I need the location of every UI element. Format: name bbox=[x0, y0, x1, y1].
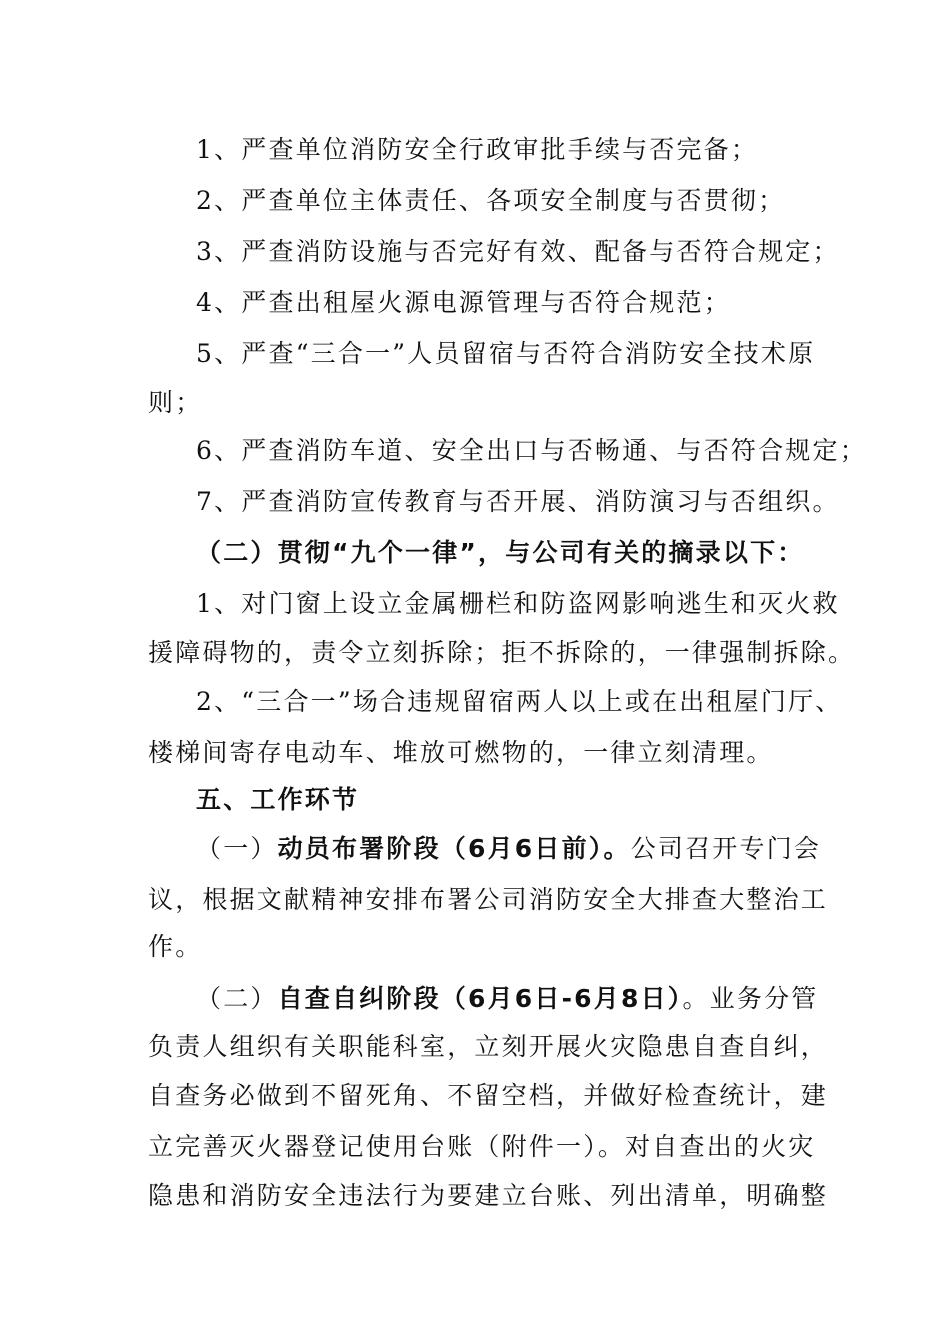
stage-2-text: 。业务分管 bbox=[682, 984, 819, 1013]
item-1: 1、严查单位消防安全行政审批手续与否完备； bbox=[196, 135, 759, 164]
stage-2-cont-1: 负责人组织有关职能科室，立刻开展火灾隐患自查自纠， bbox=[148, 1032, 829, 1061]
stage-1-number: （一） bbox=[196, 834, 278, 863]
item-6: 6、严查消防车道、安全出口与否畅通、与否符合规定； bbox=[196, 436, 867, 465]
section-heading-nine: （二）贯彻“九个一律”，与公司有关的摘录以下： bbox=[196, 538, 805, 567]
stage-1-text: 公司召开专门会 bbox=[630, 834, 822, 863]
item-5: 5、严查“三合一”人员留宿与否符合消防安全技术原 bbox=[196, 339, 816, 368]
stage-2-title: 自查自纠阶段（6月6日-6月8日） bbox=[277, 984, 683, 1013]
item-4: 4、严查出租屋火源电源管理与否符合规范； bbox=[196, 288, 731, 317]
stage-2-cont-3: 立完善灭火器登记使用台账（附件一）。对自查出的火灾 bbox=[148, 1132, 816, 1161]
rule-1-cont: 援障碍物的，责令立刻拆除；拒不拆除的，一律强制拆除。 bbox=[148, 638, 856, 667]
stage-1-title: 动员布署阶段（6月6日前）。 bbox=[277, 834, 631, 863]
stage-1-cont: 议，根据文献精神安排布署公司消防安全大排查大整治工 bbox=[148, 885, 829, 914]
item-3: 3、严查消防设施与否完好有效、配备与否符合规定； bbox=[196, 237, 840, 266]
stage-2 bbox=[196, 983, 876, 1015]
stage-2-cont-4: 隐患和消防安全违法行为要建立台账、列出清单，明确整 bbox=[148, 1181, 829, 1210]
section-heading-five: 五、工作环节 bbox=[196, 785, 360, 814]
item-5-cont: 则； bbox=[148, 388, 203, 417]
stage-2-number: （二） bbox=[196, 984, 278, 1013]
rule-2: 2、“三合一”场合违规留宿两人以上或在出租屋门厅、 bbox=[196, 687, 843, 716]
item-2: 2、严查单位主体责任、各项安全制度与否贯彻； bbox=[196, 186, 786, 215]
stage-1-end: 作。 bbox=[148, 932, 203, 961]
stage-1 bbox=[196, 833, 876, 865]
stage-2-cont-2: 自查务必做到不留死角、不留空档，并做好检查统计，建 bbox=[148, 1081, 829, 1110]
item-7: 7、严查消防宣传教育与否开展、消防演习与否组织。 bbox=[196, 487, 840, 516]
rule-1: 1、对门窗上设立金属栅栏和防盗网影响逃生和灭火救 bbox=[196, 589, 840, 618]
rule-2-cont: 楼梯间寄存电动车、堆放可燃物的，一律立刻清理。 bbox=[148, 738, 774, 767]
